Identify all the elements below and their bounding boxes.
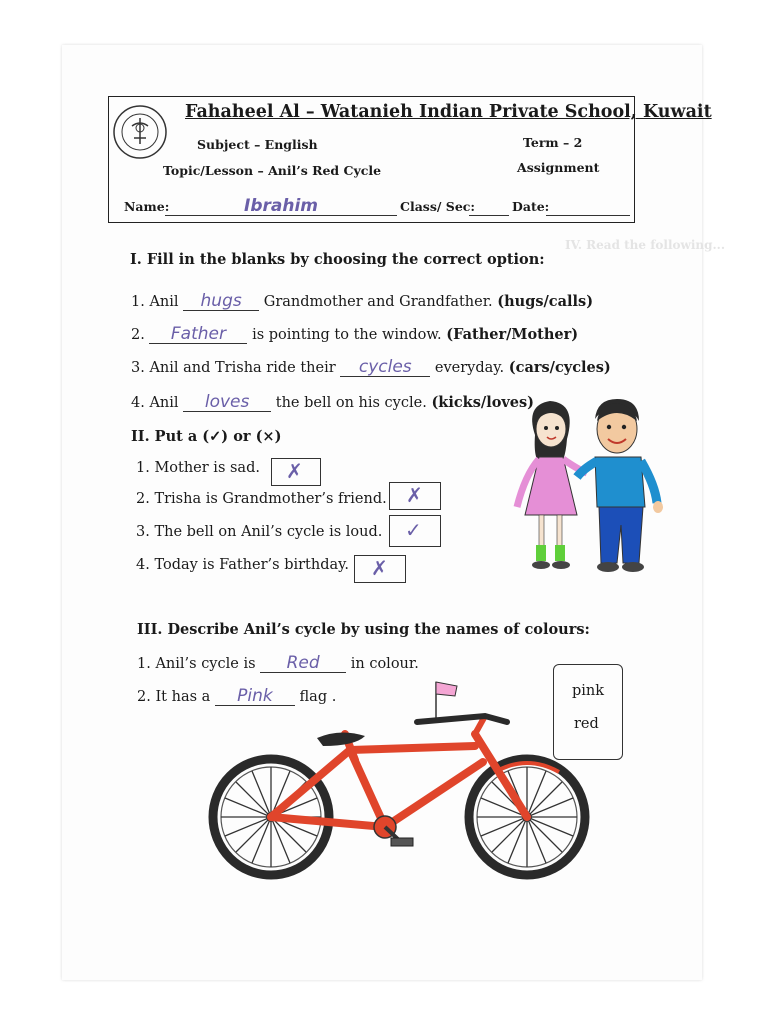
option-red: red bbox=[574, 716, 599, 732]
fill-answer: hugs bbox=[200, 291, 242, 311]
date-field bbox=[546, 199, 630, 216]
pedal-crank bbox=[374, 816, 413, 846]
flag-icon bbox=[436, 682, 457, 718]
tick-item: 2. Trisha is Grandmother’s friend. bbox=[136, 491, 387, 507]
fill-answer: cycles bbox=[358, 357, 412, 377]
fill-answer: Father bbox=[170, 324, 226, 344]
boy-figure bbox=[577, 399, 663, 572]
fill-answer: loves bbox=[204, 392, 250, 412]
bicycle-seat bbox=[317, 732, 365, 746]
answer-box bbox=[389, 482, 441, 510]
answer-box bbox=[271, 458, 321, 486]
children-illustration bbox=[505, 395, 675, 580]
subject-label: Subject – English bbox=[197, 137, 318, 152]
school-name: Fahaheel Al – Watanieh Indian Private School, Kuwait bbox=[185, 102, 712, 122]
tick-item: 3. The bell on Anil’s cycle is loud. bbox=[136, 524, 383, 540]
answer-box bbox=[354, 555, 406, 583]
colour-item: 2. It has a Pink flag . bbox=[137, 686, 337, 706]
section3-title: III. Describe Anil’s cycle by using the names of colours: bbox=[137, 621, 590, 638]
name-label: Name: bbox=[124, 199, 170, 214]
cross-mark: ✗ bbox=[286, 459, 303, 483]
colour-item: 1. Anil’s cycle is Red in colour. bbox=[137, 653, 419, 673]
bicycle-frame bbox=[271, 734, 527, 827]
name-field bbox=[165, 198, 397, 216]
term-label: Term – 2 bbox=[523, 135, 583, 150]
cross-mark: ✗ bbox=[406, 483, 423, 507]
date-label: Date: bbox=[512, 199, 550, 214]
assignment-label: Assignment bbox=[517, 160, 600, 175]
fill-item: 3. Anil and Trisha ride their cycles everyday. (cars/cycles) bbox=[131, 357, 611, 377]
bicycle-illustration bbox=[195, 672, 607, 887]
fill-item: 4. Anil loves the bell on his cycle. (kicks/loves) bbox=[131, 392, 535, 412]
tick-item: 1. Mother is sad. bbox=[136, 460, 260, 476]
cross-mark: ✗ bbox=[371, 556, 388, 580]
fill-item: 2. Father is pointing to the window. (Father/Mother) bbox=[131, 324, 579, 344]
topic-label: Topic/Lesson – Anil’s Red Cycle bbox=[163, 163, 382, 178]
girl-figure bbox=[517, 401, 587, 569]
tick-item: 4. Today is Father’s birthday. bbox=[136, 557, 350, 573]
section1-title: I. Fill in the blanks by choosing the correct option: bbox=[130, 251, 545, 268]
name-value: Ibrahim bbox=[244, 196, 318, 216]
fill-item: 1. Anil hugs Grandmother and Grandfather. (hugs/calls) bbox=[131, 291, 594, 311]
section2-title: II. Put a (✓) or (×) bbox=[131, 428, 282, 445]
bleed-through-text: IV. Read the following... bbox=[565, 238, 726, 252]
answer-box bbox=[389, 515, 441, 547]
option-pink: pink bbox=[572, 683, 605, 699]
class-field bbox=[469, 199, 509, 216]
school-logo-icon bbox=[112, 104, 168, 160]
handlebar bbox=[417, 716, 507, 734]
tick-mark: ✓ bbox=[405, 518, 422, 542]
colour-answer: Pink bbox=[237, 686, 273, 706]
class-label: Class/ Sec: bbox=[400, 199, 475, 214]
colour-answer: Red bbox=[286, 653, 320, 673]
